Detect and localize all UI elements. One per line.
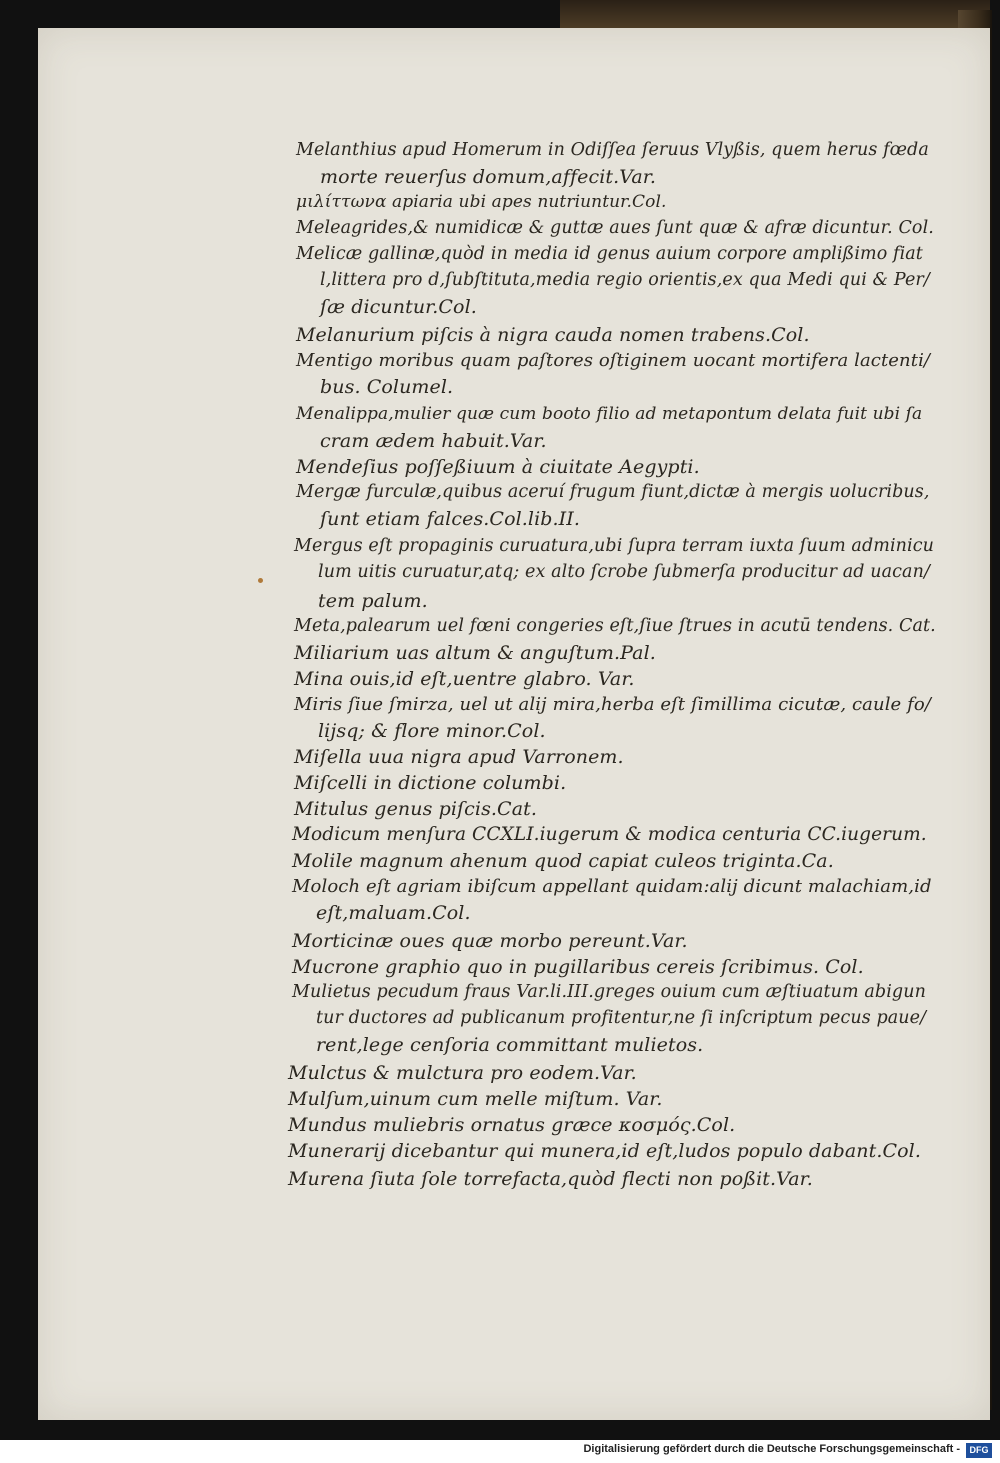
ink-mark bbox=[258, 578, 263, 583]
entry-line: rent,lege cenſoria committant mulietos. bbox=[316, 1034, 704, 1056]
entry-line: Melanthius apud Homerum in Odiſſea ſeruus Vlyßis, quem herus fœda bbox=[296, 140, 929, 160]
book-edge-top bbox=[560, 0, 990, 28]
entry-line: morte reuerſus domum,affecit.Var. bbox=[320, 166, 656, 188]
entry-line: lijsq; & flore minor.Col. bbox=[318, 720, 546, 742]
entry-line: Miliarium uas altum & anguſtum.Pal. bbox=[294, 642, 656, 664]
entry-line: Melanurium piſcis à nigra cauda nomen trabens.Col. bbox=[296, 324, 810, 346]
entry-line: Melicæ gallinæ,quòd in media id genus auium corpore amplißimo fiat bbox=[296, 244, 923, 264]
entry-line: Moloch eſt agriam ibiſcum appellant quidam:alij dicunt malachiam,id bbox=[292, 876, 932, 897]
entry-line: Mina ouis,id eſt,uentre glabro. Var. bbox=[294, 668, 635, 690]
entry-line: Meleagrides,& numidicæ & guttæ aues ſunt quæ & afræ dicuntur. Col. bbox=[296, 218, 934, 238]
entry-line: cram ædem habuit.Var. bbox=[320, 430, 547, 452]
entry-line: Mergus eſt propaginis curuatura,ubi ſupra terram iuxta ſuum adminicu bbox=[294, 536, 935, 556]
entry-line: ſæ dicuntur.Col. bbox=[320, 296, 477, 318]
entry-line: Miris ſiue ſmirza, uel ut alij mira,herba eſt ſimillima cicutæ, caule fo/ bbox=[294, 694, 931, 715]
glossary-text bbox=[38, 28, 990, 1420]
funding-notice: Digitalisierung gefördert durch die Deutsche Forschungsgemeinschaft - bbox=[583, 1443, 960, 1455]
entry-line: Morticinæ oues quæ morbo pereunt.Var. bbox=[292, 930, 688, 952]
entry-line: tem palum. bbox=[318, 590, 428, 612]
entry-line: μιλίττωνα apiaria ubi apes nutriuntur.Col. bbox=[296, 192, 667, 212]
entry-line: Mergæ furculæ,quibus aceruí frugum fiunt,dictæ à mergis uolucribus, bbox=[296, 482, 930, 502]
entry-line: lum uitis curuatur,atq; ex alto ſcrobe ſubmerſa producitur ad uacan/ bbox=[318, 562, 930, 582]
entry-line: Modicum menſura CCXLI.iugerum & modica centuria CC.iugerum. bbox=[292, 824, 927, 845]
entry-line: eſt,maluam.Col. bbox=[316, 902, 471, 924]
entry-line: Mulſum,uinum cum melle miſtum. Var. bbox=[288, 1088, 663, 1110]
entry-line: Mendeſius poſſeßiuum à ciuitate Aegypti. bbox=[296, 456, 700, 478]
dfg-logo-icon[interactable]: DFG bbox=[966, 1443, 992, 1458]
entry-line: Meta,palearum uel fœni congeries eſt,ſiue ſtrues in acutū tendens. Cat. bbox=[294, 616, 936, 636]
entry-line: Munerarij dicebantur qui munera,id eſt,ludos populo dabant.Col. bbox=[288, 1140, 921, 1162]
entry-line: ſunt etiam falces.Col.lib.II. bbox=[320, 508, 581, 530]
entry-line: Molile magnum ahenum quod capiat culeos triginta.Ca. bbox=[292, 850, 834, 872]
entry-line: Miſcelli in dictione columbi. bbox=[294, 772, 567, 794]
entry-line: l,littera pro d,ſubſtituta,media regio orientis,ex qua Medi qui & Per/ bbox=[320, 270, 930, 290]
entry-line: Mulietus pecudum fraus Var.li.III.greges ouium cum æſtiuatum abigun bbox=[292, 982, 926, 1002]
entry-line: Mulctus & mulctura pro eodem.Var. bbox=[288, 1062, 637, 1084]
entry-line: Menalippa,mulier quæ cum booto filio ad metapontum delata fuit ubi ſa bbox=[296, 404, 923, 424]
scanned-page bbox=[38, 28, 990, 1420]
entry-line: Mentigo moribus quam paſtores oſtiginem uocant mortifera lactenti/ bbox=[296, 350, 931, 371]
entry-line: Miſella uua nigra apud Varronem. bbox=[294, 746, 624, 768]
entry-line: Mundus muliebris ornatus græce κοσμός.Col. bbox=[288, 1114, 736, 1136]
entry-line: tur ductores ad publicanum profitentur,ne ſi inſcriptum pecus paue/ bbox=[316, 1008, 927, 1028]
entry-line: bus. Columel. bbox=[320, 376, 454, 398]
entry-line: Murena ſiuta ſole torrefacta,quòd flecti non poßit.Var. bbox=[288, 1168, 813, 1190]
entry-line: Mucrone graphio quo in pugillaribus cereis ſcribimus. Col. bbox=[292, 956, 864, 978]
footer-bar bbox=[0, 1440, 1000, 1463]
entry-line: Mitulus genus piſcis.Cat. bbox=[294, 798, 537, 820]
